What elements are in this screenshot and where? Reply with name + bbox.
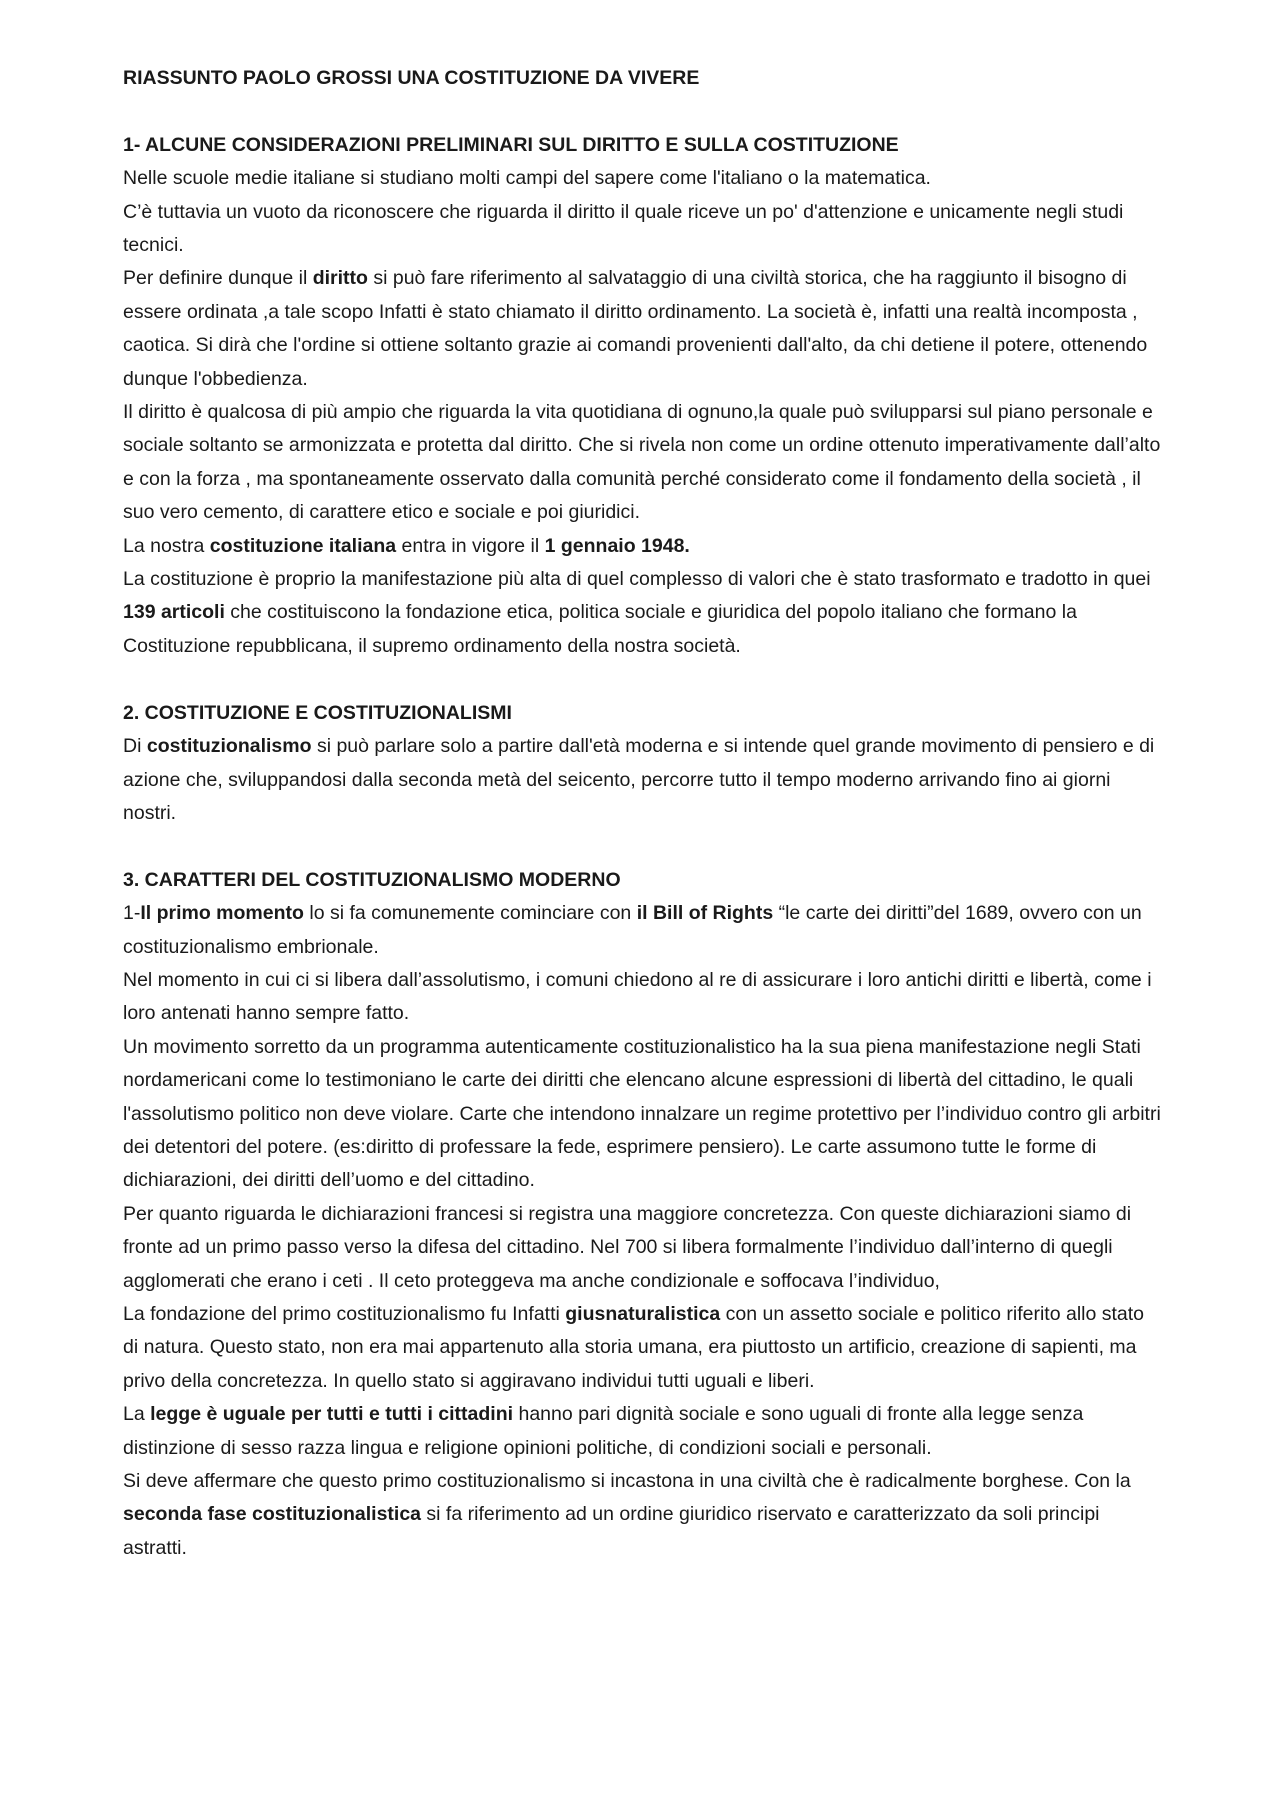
bold-text: giusnaturalistica	[565, 1302, 721, 1325]
text-run: Di	[123, 735, 147, 758]
text-run: che costituiscono la fondazione etica, politica sociale e giuridica del popolo italiano che formano la Costituzione repubblicana, il supremo ordinamento della nostra società.	[123, 601, 1077, 657]
text-run: “le carte dei diritti”del 1689, ovvero con un costituzionalismo embrionale.	[123, 902, 1142, 958]
text-run: si può fare riferimento al salvataggio di una civiltà storica, che ha raggiunto il bisogno di essere ordinata ,a tale scopo Infatti è stato chiamato il diritto ordinamento. La società è, infatti una realtà incomposta , caotica. Si dirà che l'ordine si ottiene soltanto grazie ai comandi provenienti dall'alto, da chi detiene il potere, ottenendo dunque l'obbedienza.	[123, 267, 1148, 390]
text-run: Un movimento sorretto da un programma autenticamente costituzionalistico ha la sua piena manifestazione negli Stati nordamericani come lo testimoniano le carte dei diritti che elencano alcune espressioni di libertà del cittadino, le quali l'assolutismo politico non deve violare. Carte che intendono innalzare un regime protettivo per l’individuo contro gli arbitri dei detentori del potere. (es:diritto di professare la fede, esprimere pensiero). Le carte assumono tutte le forme di dichiarazioni, dei diritti dell’uomo e del cittadino.	[123, 1035, 1161, 1192]
paragraph	[123, 1465, 1162, 1565]
blank-line	[123, 830, 1162, 863]
bold-text: 1 gennaio 1948.	[544, 534, 690, 557]
section-heading: 1- ALCUNE CONSIDERAZIONI PRELIMINARI SUL DIRITTO E SULLA COSTITUZIONE	[123, 133, 899, 156]
text-run: Per definire dunque il	[123, 267, 313, 290]
text-run: 1-	[123, 902, 141, 925]
bold-text: Il primo momento	[140, 902, 304, 925]
text-run: La nostra	[123, 534, 210, 557]
paragraph	[123, 196, 1162, 263]
text-run: entra in vigore il	[396, 534, 545, 557]
text-run: si può parlare solo a partire dall'età moderna e si intende quel grande movimento di pensiero e di azione che, sviluppandosi dalla seconda metà del seicento, percorre tutto il tempo moderno arrivando fino ai giorni nostri.	[123, 735, 1155, 824]
document-body	[123, 95, 1162, 1565]
text-run: con un assetto sociale e politico riferito allo stato di natura. Questo stato, non era mai appartenuto alla storia umana, era piuttosto un artificio, creazione di sapienti, ma privo della concretezza. In quello stato si aggiravano individui tutti uguali e liberi.	[123, 1302, 1145, 1392]
paragraph	[123, 262, 1162, 396]
text-run: Il diritto è qualcosa di più ampio che riguarda la vita quotidiana di ognuno,la quale può svilupparsi sul piano personale e sociale soltanto se armonizzata e protetta dal diritto. Che si rivela non come un ordine ottenuto imperativamente dall’alto e con la forza , ma spontaneamente osservato dalla comunità perché considerato come il fondamento della società , il suo vero cemento, di carattere etico e sociale e poi giuridici.	[123, 401, 1161, 524]
section-heading: 3. CARATTERI DEL COSTITUZIONALISMO MODERNO	[123, 868, 621, 891]
paragraph	[123, 563, 1162, 663]
paragraph	[123, 162, 1162, 195]
paragraph	[123, 396, 1162, 530]
bold-text: legge è uguale per tutti e tutti i cittadini	[150, 1403, 514, 1426]
bold-text: costituzione italiana	[209, 534, 397, 557]
blank-line	[123, 663, 1162, 696]
text-run: Nel momento in cui ci si libera dall’assolutismo, i comuni chiedono al re di assicurare i loro antichi diritti e libertà, come i loro antenati hanno sempre fatto.	[123, 968, 1152, 1025]
paragraph	[123, 964, 1162, 1031]
paragraph	[123, 1031, 1162, 1198]
text-run: Si deve affermare che questo primo costituzionalismo si incastona in una civiltà che è radicalmente borghese. Con la	[123, 1470, 1131, 1493]
bold-text: seconda fase costituzionalistica	[123, 1503, 422, 1526]
paragraph	[123, 1198, 1162, 1298]
blank-line	[123, 95, 1162, 128]
text-run: La costituzione è proprio la manifestazione più alta di quel complesso di valori che è stato trasformato e tradotto in quei	[123, 568, 1151, 591]
text-run: Nelle scuole medie italiane si studiano molti campi del sapere come l'italiano o la matematica.	[123, 167, 931, 190]
text-run: si fa riferimento ad un ordine giuridico riservato e caratterizzato da soli principi astratti.	[123, 1503, 1100, 1559]
bold-text: costituzionalismo	[146, 735, 312, 758]
text-run: La	[123, 1403, 151, 1426]
text-run: La fondazione del primo costituzionalismo fu Infatti	[123, 1302, 566, 1325]
document-title: RIASSUNTO PAOLO GROSSI UNA COSTITUZIONE DA VIVERE	[123, 67, 700, 89]
paragraph	[123, 897, 1162, 964]
text-run: Per quanto riguarda le dichiarazioni francesi si registra una maggiore concretezza. Con queste dichiarazioni siamo di fronte ad un primo passo verso la difesa del cittadino. Nel 700 si libera formalmente l’individuo dall’interno di quegli agglomerati che erano i ceti . Il ceto proteggeva ma anche condizionale e soffocava l’individuo,	[123, 1202, 1132, 1292]
paragraph	[123, 1398, 1162, 1465]
bold-text: 139 articoli	[123, 601, 225, 624]
bold-text: il Bill of Rights	[636, 902, 774, 925]
section-heading: 2. COSTITUZIONE E COSTITUZIONALISMI	[123, 701, 512, 724]
bold-text: diritto	[312, 267, 368, 290]
text-run: hanno pari dignità sociale e sono uguali di fronte alla legge senza distinzione di sesso razza lingua e religione opinioni politiche, di condizioni sociali e personali.	[123, 1403, 1084, 1459]
text-run: C’è tuttavia un vuoto da riconoscere che riguarda il diritto il quale riceve un po' d'attenzione e unicamente negli studi tecnici.	[123, 200, 1124, 257]
text-run: lo si fa comunemente cominciare con	[303, 902, 637, 925]
paragraph	[123, 1298, 1162, 1398]
paragraph	[123, 530, 1162, 563]
paragraph	[123, 730, 1162, 830]
